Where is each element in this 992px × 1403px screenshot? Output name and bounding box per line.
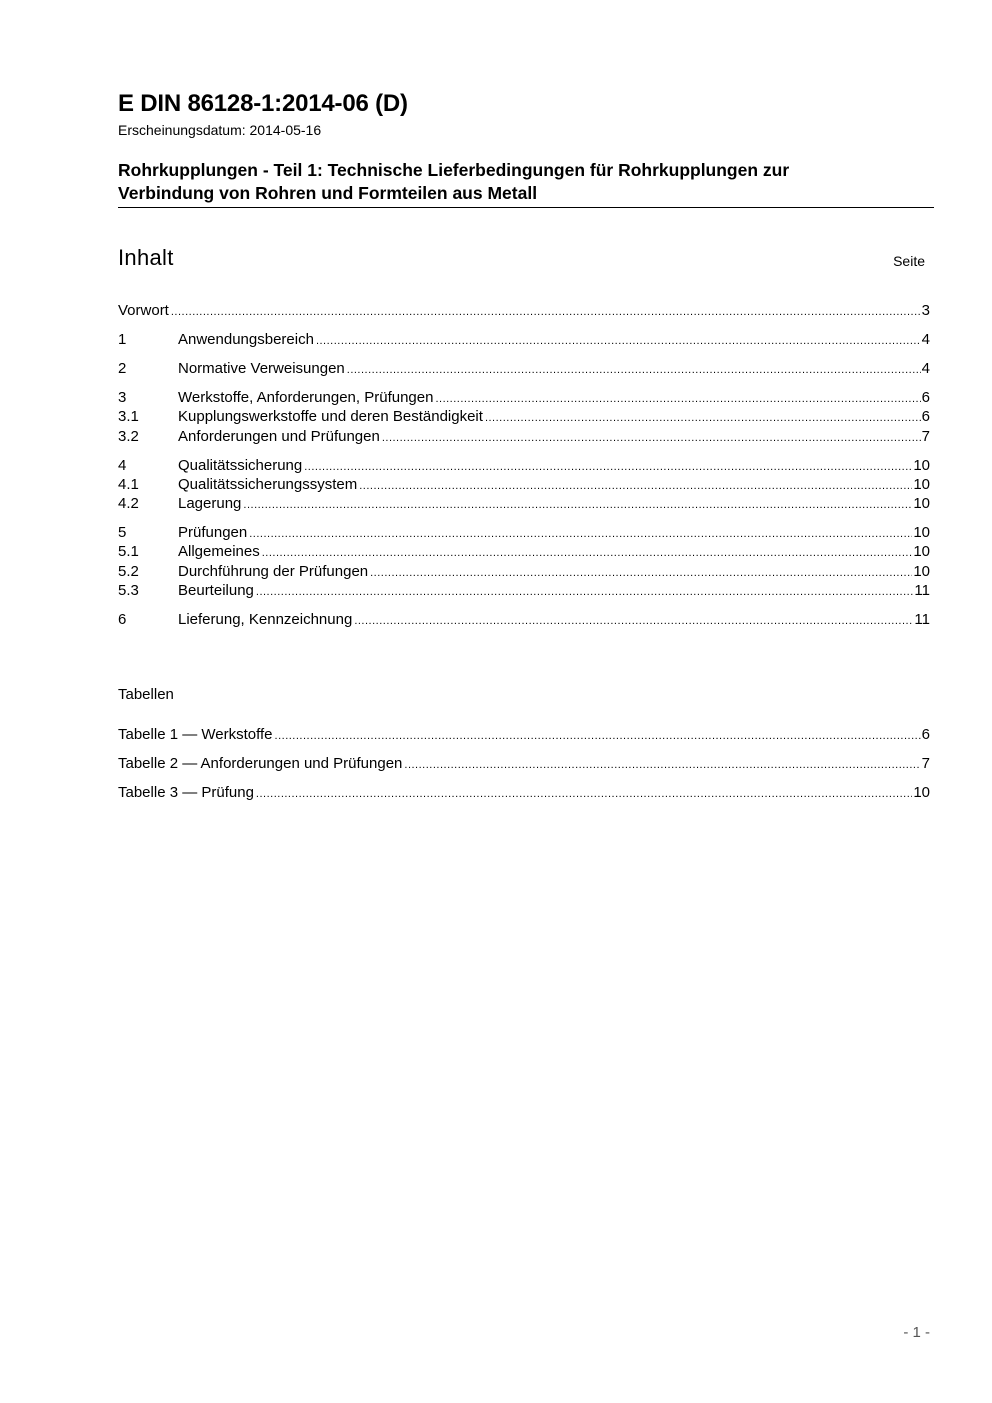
toc-entry[interactable] bbox=[118, 610, 930, 630]
toc-entry-number: 5 bbox=[118, 524, 127, 541]
toc-entry-title: Qualitätssicherung bbox=[178, 457, 303, 474]
toc-entry-page: 10 bbox=[913, 457, 930, 474]
toc-entry-number: 3.1 bbox=[118, 408, 139, 425]
toc-entry[interactable] bbox=[118, 523, 930, 543]
toc-leader bbox=[435, 389, 920, 409]
toc-entry[interactable] bbox=[118, 581, 930, 601]
toc-entry-title: Anwendungsbereich bbox=[178, 331, 314, 348]
toc-entry-title: Lagerung bbox=[178, 495, 242, 512]
table-entry-title: Tabelle 1 — Werkstoffe bbox=[118, 726, 273, 743]
toc-entry[interactable] bbox=[118, 330, 930, 350]
toc-leader bbox=[382, 428, 921, 448]
toc-entry-vorwort[interactable] bbox=[118, 301, 930, 321]
toc-entry-title: Kupplungswerkstoffe und deren Beständigkeit bbox=[178, 408, 483, 425]
table-entry[interactable] bbox=[118, 725, 930, 745]
toc-entry[interactable] bbox=[118, 494, 930, 514]
document-title bbox=[118, 159, 934, 208]
toc-entry-page: 11 bbox=[914, 611, 930, 628]
toc-entry-page: 11 bbox=[914, 582, 930, 599]
toc-entry-page: 3 bbox=[921, 302, 930, 319]
toc-entry[interactable] bbox=[118, 427, 930, 447]
toc-heading: Inhalt bbox=[118, 245, 174, 270]
toc-entry-number: 3 bbox=[118, 389, 127, 406]
toc-entry[interactable] bbox=[118, 562, 930, 582]
table-entry-page: 7 bbox=[921, 755, 930, 772]
toc-entry-number: 4.2 bbox=[118, 495, 139, 512]
toc-entry[interactable] bbox=[118, 456, 930, 476]
page-number: - 1 - bbox=[903, 1324, 930, 1341]
toc-entry-page: 4 bbox=[921, 331, 930, 348]
document-title-line-1: Rohrkupplungen - Teil 1: Technische Lieferbedingungen für Rohrkupplungen zur bbox=[118, 160, 790, 180]
toc-entry-title: Lieferung, Kennzeichnung bbox=[178, 611, 353, 628]
table-entry-page: 10 bbox=[913, 784, 930, 801]
toc-entry[interactable] bbox=[118, 359, 930, 379]
toc-entry-page: 6 bbox=[921, 408, 930, 425]
document-title-line-2: Verbindung von Rohren und Formteilen aus Metall bbox=[118, 183, 538, 203]
toc-entry-title: Qualitätssicherungssystem bbox=[178, 476, 358, 493]
toc-leader bbox=[304, 457, 912, 477]
toc-leader bbox=[256, 582, 914, 602]
toc-leader bbox=[347, 360, 921, 380]
toc-entry-title: Normative Verweisungen bbox=[178, 360, 345, 377]
toc-entry-title: Durchführung der Prüfungen bbox=[178, 563, 369, 580]
toc-leader bbox=[354, 611, 913, 631]
toc-leader bbox=[243, 495, 912, 515]
toc-entry-page: 10 bbox=[913, 563, 930, 580]
toc-entry-number: 5.2 bbox=[118, 563, 139, 580]
toc-leader bbox=[262, 543, 913, 563]
toc-entry-page: 6 bbox=[921, 389, 930, 406]
toc-entry[interactable] bbox=[118, 388, 930, 408]
table-entry-page: 6 bbox=[921, 726, 930, 743]
toc-leader bbox=[249, 524, 912, 544]
toc-entry-title: Beurteilung bbox=[178, 582, 254, 599]
toc-entry[interactable] bbox=[118, 407, 930, 427]
toc-entry-page: 7 bbox=[921, 428, 930, 445]
toc-leader bbox=[275, 726, 921, 746]
table-entry-title: Tabelle 3 — Prüfung bbox=[118, 784, 254, 801]
toc-leader bbox=[359, 476, 912, 496]
toc-entry[interactable] bbox=[118, 542, 930, 562]
toc-entry-title: Allgemeines bbox=[178, 543, 260, 560]
toc-leader bbox=[370, 563, 912, 583]
toc-entry-number: 6 bbox=[118, 611, 127, 628]
toc-page-label: Seite bbox=[893, 253, 925, 269]
toc-entry-page: 4 bbox=[921, 360, 930, 377]
toc-entry-page: 10 bbox=[913, 476, 930, 493]
toc-entry-title: Anforderungen und Prüfungen bbox=[178, 428, 380, 445]
tables-heading: Tabellen bbox=[118, 686, 174, 703]
toc-entry-number: 4.1 bbox=[118, 476, 139, 493]
table-entry-title: Tabelle 2 — Anforderungen und Prüfungen bbox=[118, 755, 403, 772]
toc-entry-title: Prüfungen bbox=[178, 524, 248, 541]
toc-entry-page: 10 bbox=[913, 524, 930, 541]
table-entry[interactable] bbox=[118, 754, 930, 774]
toc-leader bbox=[171, 302, 921, 322]
publication-date: Erscheinungsdatum: 2014-05-16 bbox=[118, 122, 322, 138]
toc-leader bbox=[404, 755, 920, 775]
toc-entry-number: 1 bbox=[118, 331, 127, 348]
toc-entry-number: 2 bbox=[118, 360, 127, 377]
toc-entry-number: 3.2 bbox=[118, 428, 139, 445]
toc-entry-number: 4 bbox=[118, 457, 127, 474]
toc-entry-page: 10 bbox=[913, 495, 930, 512]
table-entry[interactable] bbox=[118, 783, 930, 803]
toc-leader bbox=[485, 408, 921, 428]
toc-entry-number: 5.3 bbox=[118, 582, 139, 599]
toc-entry-number: 5.1 bbox=[118, 543, 139, 560]
toc-entry-title: Vorwort bbox=[118, 302, 169, 319]
toc-leader bbox=[256, 784, 912, 804]
toc-entry-page: 10 bbox=[913, 543, 930, 560]
toc-entry[interactable] bbox=[118, 475, 930, 495]
toc-entry-title: Werkstoffe, Anforderungen, Prüfungen bbox=[178, 389, 434, 406]
document-id: E DIN 86128-1:2014-06 (D) bbox=[118, 90, 408, 117]
toc-leader bbox=[316, 331, 921, 351]
